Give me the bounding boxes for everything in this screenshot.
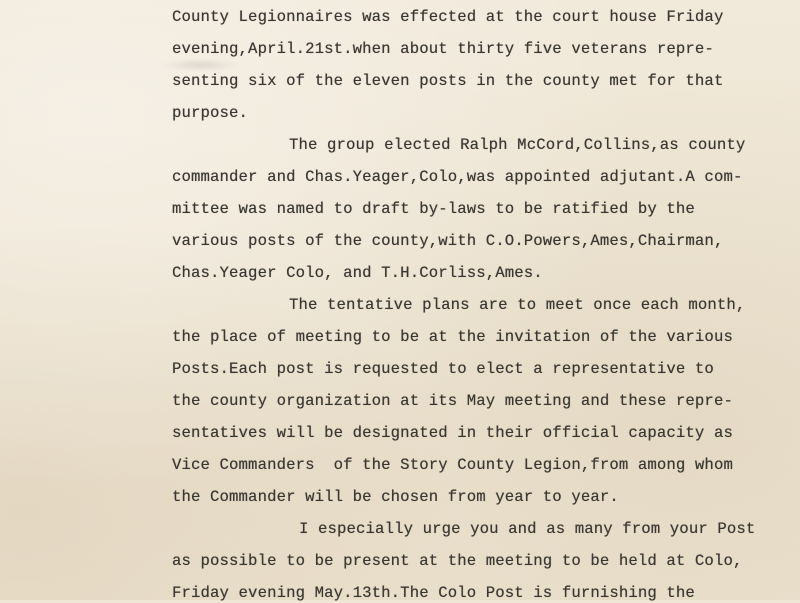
text-line: as possible to be present at the meeting to be held at Colo, (172, 552, 743, 570)
text-line: mittee was named to draft by-laws to be ratified by the (172, 200, 695, 218)
ink-smudge (160, 58, 240, 72)
text-line: senting six of the eleven posts in the county met for that (172, 72, 724, 90)
text-line: the place of meeting to be at the invitation of the various (172, 328, 733, 346)
text-line: Friday evening May.13th.The Colo Post is furnishing the (172, 584, 695, 602)
text-line: County Legionnaires was effected at the court house Friday (172, 8, 724, 26)
text-line: commander and Chas.Yeager,Colo,was appointed adjutant.A com- (172, 168, 743, 186)
text-line: Vice Commanders of the Story County Legion,from among whom (172, 456, 733, 474)
paragraph-start-line: The tentative plans are to meet once each month, (289, 296, 746, 314)
paragraph-start-line: The group elected Ralph McCord,Collins,as county (289, 136, 746, 154)
text-line: purpose. (172, 104, 249, 122)
text-line: sentatives will be designated in their official capacity as (172, 424, 733, 442)
text-line: Chas.Yeager Colo, and T.H.Corliss,Ames. (172, 264, 543, 282)
text-line: the county organization at its May meeting and these repre- (172, 392, 733, 410)
text-line: evening,April.21st.when about thirty five veterans repre- (172, 40, 714, 58)
text-line: various posts of the county,with C.O.Powers,Ames,Chairman, (172, 232, 724, 250)
text-line: Posts.Each post is requested to elect a representative to (172, 360, 714, 378)
text-line: the Commander will be chosen from year to year. (172, 488, 619, 506)
paragraph-start-line: I especially urge you and as many from your Post (299, 520, 756, 538)
